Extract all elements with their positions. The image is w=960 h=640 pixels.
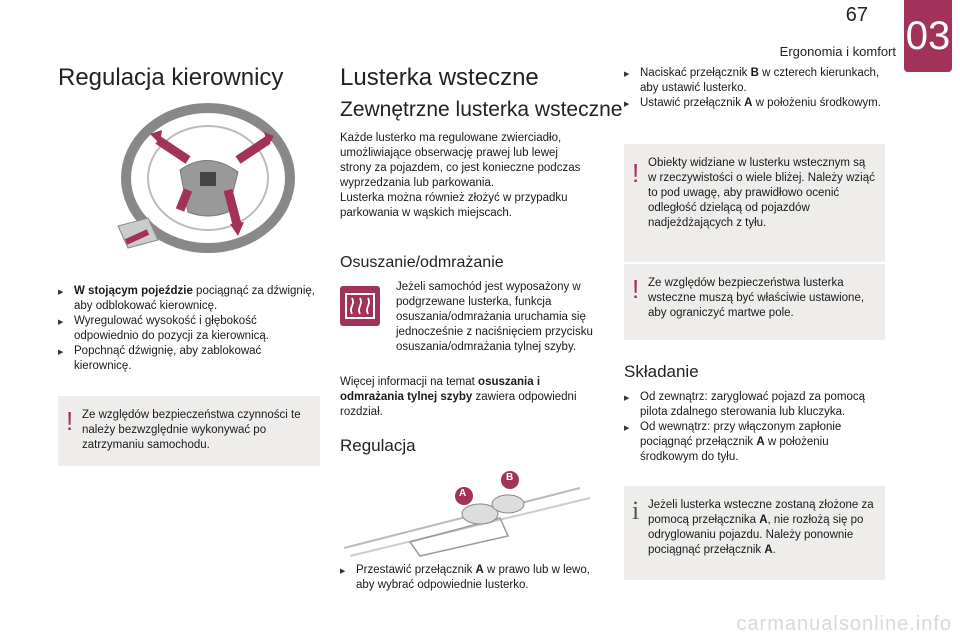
step-bold: A <box>756 436 765 448</box>
steering-warning-box <box>58 396 320 466</box>
step-bold: A <box>744 97 753 109</box>
step-bold: W stojącym pojeździe <box>74 285 193 297</box>
steering-title: Regulacja kierownicy <box>58 64 284 91</box>
step-suffix: w położeniu środkowym. <box>752 97 881 109</box>
page-number: 67 <box>845 4 868 26</box>
defrost-icon <box>340 286 380 326</box>
list-item <box>58 344 320 374</box>
step-suffix: w prawo lub w lewo, aby wybrać odpowiednie lusterko. <box>356 564 590 591</box>
more-info-prefix: Więcej informacji na temat <box>340 376 479 388</box>
list-item <box>58 284 320 314</box>
step-text: pociągnąć za dźwignię, aby odblokować kierownicę. <box>74 285 315 312</box>
more-info-text <box>340 375 580 420</box>
info-text <box>648 498 875 558</box>
step-prefix: Przestawić przełącznik <box>356 564 476 576</box>
mirror-switch-icon <box>340 468 602 558</box>
switch-label-a: A <box>459 488 467 499</box>
adjust-steps-continued <box>624 66 886 111</box>
info-suffix: . <box>772 544 776 556</box>
mirror-distance-warning-box <box>624 144 885 262</box>
mirrors-title: Lusterka wsteczne <box>340 64 539 91</box>
steering-wheel-icon <box>88 100 320 272</box>
step-prefix: Naciskać przełącznik <box>640 67 751 79</box>
list-item <box>624 96 886 111</box>
warning-text: Ze względów bezpieczeństwa lusterka wsteczne muszą być właściwie ustawione, aby ograniczyć martwe pole. <box>648 277 865 319</box>
mirrors-intro-1: Każde lusterko ma regulowane zwierciadło, umożliwiające obserwację prawej lub lewej strony za pojazdem, co jest konieczne podczas wyprzedzania lub parkowania. <box>340 132 581 189</box>
info-middle: , nie rozłożą się po odryglowaniu pojazdu. Należy ponownie pociągnąć przełącznik <box>648 514 864 556</box>
step-suffix: w położeniu środkowym do tyłu. <box>640 436 829 463</box>
step-text: Popchnąć dźwignię, aby zablokować kierownicę. <box>74 345 262 372</box>
more-info-bold: osuszania i odmrażania tylnej szyby <box>340 376 541 403</box>
steering-steps <box>58 284 320 374</box>
step-text: Od zewnątrz: zaryglować pojazd za pomocą pilota zdalnego sterowania lub kluczyka. <box>640 391 865 418</box>
adjust-heading: Regulacja <box>340 436 416 455</box>
list-item <box>624 420 886 465</box>
chapter-badge: 03 <box>904 0 952 72</box>
fold-heading: Składanie <box>624 362 699 381</box>
step-bold: B <box>750 67 759 79</box>
list-item <box>340 563 602 593</box>
section-title: Ergonomia i komfort <box>779 44 896 59</box>
warning-text: Ze względów bezpieczeństwa czynności te należy bezwzględnie wykonywać po zatrzymaniu samochodu. <box>82 409 301 451</box>
warning-icon: ! <box>632 274 640 304</box>
step-prefix: Od wewnątrz: przy włączonym zapłonie pociągnąć przełącznik <box>640 421 842 448</box>
list-item <box>624 390 886 420</box>
exterior-mirrors-subtitle: Zewnętrzne lusterka wsteczne <box>340 98 623 121</box>
mirror-switch-illustration <box>340 468 602 558</box>
list-item <box>624 66 886 96</box>
info-prefix: Jeżeli lusterka wsteczne zostaną złożone za pomocą przełącznika <box>648 499 874 526</box>
steering-wheel-illustration <box>88 100 320 272</box>
more-info-suffix: zawiera odpowiedni rozdział. <box>340 391 577 418</box>
step-prefix: Ustawić przełącznik <box>640 97 745 109</box>
step-text: Wyregulować wysokość i głębokość odpowiednio do pozycji za kierownicą. <box>74 315 269 342</box>
fold-steps <box>624 390 886 465</box>
info-icon: i <box>632 496 640 525</box>
fold-info-box <box>624 486 885 580</box>
info-bold-1: A <box>759 514 768 526</box>
step-suffix: w czterech kierunkach, aby ustawić lusterko. <box>640 67 880 94</box>
mirror-adjust-warning-box <box>624 264 885 340</box>
warning-text: Obiekty widziane w lusterku wstecznym są w rzeczywistości o wiele bliżej. Należy wziąć to pod uwagę, aby prawidłowo ocenić odległość dzielącą od pojazdów nadjeżdżających z tyłu. <box>648 157 875 229</box>
info-bold-2: A <box>764 544 773 556</box>
list-item <box>58 314 320 344</box>
defrost-heading: Osuszanie/odmrażanie <box>340 254 504 271</box>
watermark: carmanualsonline.info <box>736 613 952 635</box>
adjust-steps <box>340 563 602 593</box>
defrost-text: Jeżeli samochód jest wyposażony w podgrzewane lusterka, funkcja osuszania/odmrażania uruchamia się jednocześnie z naciśnięciem przycisku osuszania/odmrażania tylnej szyby. <box>396 281 593 353</box>
switch-label-b: B <box>506 472 514 483</box>
warning-icon: ! <box>66 406 74 436</box>
warning-icon: ! <box>632 158 640 188</box>
mirrors-intro-2: Lusterka można również złożyć w przypadku parkowania w wąskich miejscach. <box>340 192 568 219</box>
step-bold: A <box>475 564 484 576</box>
